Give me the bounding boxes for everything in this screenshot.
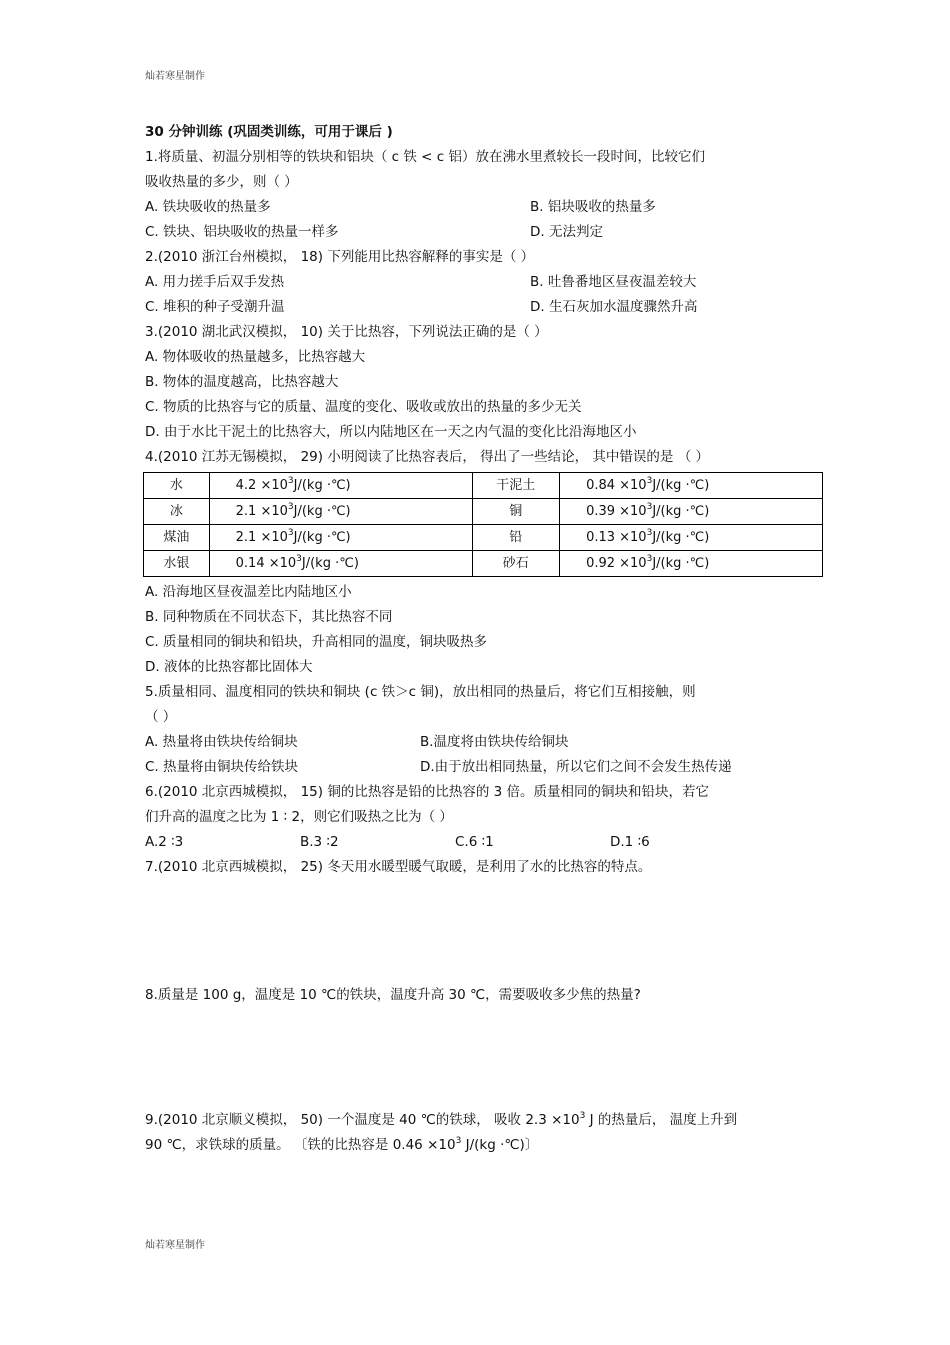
q3-option-c[interactable]: C. 物质的比热容与它的质量、温度的变化、吸收或放出的热量的多少无关 bbox=[145, 399, 582, 415]
value-cell bbox=[209, 551, 472, 577]
q9-l2b: J/(kg ·℃)〕 bbox=[461, 1137, 539, 1153]
q2-options-row2 bbox=[145, 295, 815, 320]
q7-answer-space bbox=[145, 880, 815, 983]
q4-option-c[interactable]: C. 质量相同的铜块和铅块，升高相同的温度，铜块吸热多 bbox=[145, 634, 488, 650]
q1-option-b[interactable]: B. 铝块吸收的热量多 bbox=[530, 199, 656, 215]
material-cell: 铜 bbox=[472, 499, 560, 525]
q5-stem-line1: 5.质量相同、温度相同的铁块和铜块 (c 铁＞c 铜)，放出相同的热量后，将它们互相接触，则 bbox=[145, 684, 696, 700]
value-cell bbox=[560, 525, 823, 551]
value-coef: 0.13 ×10 bbox=[586, 530, 647, 545]
q5-option-d[interactable]: D.由于放出相同热量，所以它们之间不会发生热传递 bbox=[420, 759, 732, 775]
material-cell: 铅 bbox=[472, 525, 560, 551]
q2-option-b[interactable]: B. 吐鲁番地区昼夜温差较大 bbox=[530, 274, 697, 290]
q9-l1b: J 的热量后， 温度上升到 bbox=[585, 1112, 738, 1128]
value-unit: J/(kg ·℃) bbox=[652, 530, 710, 545]
q9-exp1: 3 bbox=[579, 1111, 586, 1121]
value-exp: 3 bbox=[287, 476, 294, 486]
value-coef: 0.92 ×10 bbox=[586, 556, 647, 571]
table-row bbox=[144, 525, 823, 551]
q3-option-a[interactable]: A. 物体吸收的热量越多，比热容越大 bbox=[145, 349, 366, 365]
q6-options-row bbox=[145, 830, 815, 855]
q5-stem-line2: （ ） bbox=[145, 709, 177, 725]
material-cell: 冰 bbox=[144, 499, 210, 525]
q9-stem-line1 bbox=[145, 1108, 815, 1133]
q1-stem-line2: 吸收热量的多少，则（ ） bbox=[145, 174, 298, 190]
q9-l1a: 9.(2010 北京顺义模拟， 50) 一个温度是 40 ℃的铁球， 吸收 2.3 ×10 bbox=[145, 1112, 580, 1128]
value-unit: J/(kg ·℃) bbox=[301, 556, 359, 571]
material-cell: 水银 bbox=[144, 551, 210, 577]
q5-options-row1 bbox=[145, 730, 815, 755]
value-exp: 3 bbox=[646, 528, 653, 538]
q1-option-d[interactable]: D. 无法判定 bbox=[530, 224, 603, 240]
q1-stem-line1: 1.将质量、初温分别相等的铁块和铝块（ c 铁 < c 铝）放在沸水里煮较长一段时间，比较它们 bbox=[145, 149, 705, 165]
q3-option-d[interactable]: D. 由于水比干泥土的比热容大，所以内陆地区在一天之内气温的变化比沿海地区小 bbox=[145, 424, 637, 440]
value-coef: 0.14 ×10 bbox=[235, 556, 297, 571]
title-minutes: 30 bbox=[145, 124, 164, 140]
value-cell bbox=[209, 473, 472, 499]
table-row bbox=[144, 551, 823, 577]
value-unit: J/(kg ·℃) bbox=[652, 478, 710, 493]
page-footer: 灿若寒星制作 bbox=[145, 1240, 205, 1251]
q4-option-a[interactable]: A. 沿海地区昼夜温差比内陆地区小 bbox=[145, 584, 352, 600]
value-coef: 0.39 ×10 bbox=[586, 504, 647, 519]
q5-option-b[interactable]: B.温度将由铁块传给铜块 bbox=[420, 734, 569, 750]
worksheet bbox=[145, 120, 815, 1158]
value-cell bbox=[560, 499, 823, 525]
q6-option-a[interactable]: A.2 ∶3 bbox=[145, 834, 184, 850]
material-cell: 砂石 bbox=[472, 551, 560, 577]
q6-option-b[interactable]: B.3 ∶2 bbox=[300, 834, 339, 850]
q6-stem-line2: 们升高的温度之比为 1 ∶ 2，则它们吸热之比为（ ） bbox=[145, 809, 453, 825]
material-cell: 干泥土 bbox=[472, 473, 560, 499]
q1-options-row1 bbox=[145, 195, 815, 220]
q8-answer-space bbox=[145, 1008, 815, 1108]
q4-option-d[interactable]: D. 液体的比热容都比固体大 bbox=[145, 659, 313, 675]
value-cell bbox=[209, 499, 472, 525]
material-cell: 煤油 bbox=[144, 525, 210, 551]
section-title bbox=[145, 120, 815, 145]
value-coef: 0.84 ×10 bbox=[586, 478, 647, 493]
material-cell: 水 bbox=[144, 473, 210, 499]
value-exp: 3 bbox=[646, 554, 653, 564]
value-coef: 2.1 ×10 bbox=[235, 504, 288, 519]
q2-option-a[interactable]: A. 用力搓手后双手发热 bbox=[145, 274, 285, 290]
value-coef: 2.1 ×10 bbox=[235, 530, 288, 545]
table-row bbox=[144, 499, 823, 525]
q6-option-c[interactable]: C.6 ∶1 bbox=[455, 834, 494, 850]
value-cell bbox=[560, 551, 823, 577]
q2-option-c[interactable]: C. 堆积的种子受潮升温 bbox=[145, 299, 285, 315]
table-row bbox=[144, 473, 823, 499]
value-unit: J/(kg ·℃) bbox=[652, 504, 710, 519]
value-unit: J/(kg ·℃) bbox=[293, 504, 351, 519]
q9-exp2: 3 bbox=[455, 1136, 462, 1146]
value-unit: J/(kg ·℃) bbox=[652, 556, 710, 571]
q2-options-row1 bbox=[145, 270, 815, 295]
q4-option-b[interactable]: B. 同种物质在不同状态下，其比热容不同 bbox=[145, 609, 393, 625]
value-coef: 4.2 ×10 bbox=[235, 478, 288, 493]
q9-stem-line2 bbox=[145, 1133, 815, 1158]
value-exp: 3 bbox=[287, 528, 294, 538]
q3-stem: 3.(2010 湖北武汉模拟， 10) 关于比热容，下列说法正确的是（ ） bbox=[145, 324, 548, 340]
value-cell bbox=[209, 525, 472, 551]
q8-stem: 8.质量是 100 g，温度是 10 ℃的铁块，温度升高 30 ℃，需要吸收多少焦的热量? bbox=[145, 987, 641, 1003]
page-header: 灿若寒星制作 bbox=[145, 71, 205, 82]
q5-options-row2 bbox=[145, 755, 815, 780]
q2-option-d[interactable]: D. 生石灰加水温度骤然升高 bbox=[530, 299, 698, 315]
value-exp: 3 bbox=[646, 502, 653, 512]
value-exp: 3 bbox=[296, 554, 302, 564]
q3-option-b[interactable]: B. 物体的温度越高，比热容越大 bbox=[145, 374, 339, 390]
q9-l2a: 90 ℃，求铁球的质量。 〔铁的比热容是 0.46 ×10 bbox=[145, 1137, 456, 1153]
q4-stem: 4.(2010 江苏无锡模拟， 29) 小明阅读了比热容表后， 得出了一些结论， 其中错误的是 （ ） bbox=[145, 449, 709, 465]
specific-heat-table bbox=[143, 472, 823, 577]
q6-stem-line1: 6.(2010 北京西城模拟， 15) 铜的比热容是铅的比热容的 3 倍。质量相同的铜块和铅块，若它 bbox=[145, 784, 709, 800]
q7-stem: 7.(2010 北京西城模拟， 25) 冬天用水暖型暖气取暖，是利用了水的比热容的特点。 bbox=[145, 859, 652, 875]
q1-option-a[interactable]: A. 铁块吸收的热量多 bbox=[145, 199, 271, 215]
q5-option-c[interactable]: C. 热量将由铜块传给铁块 bbox=[145, 759, 299, 775]
q1-options-row2 bbox=[145, 220, 815, 245]
value-exp: 3 bbox=[287, 502, 294, 512]
q2-stem: 2.(2010 浙江台州模拟， 18) 下列能用比热容解释的事实是（ ） bbox=[145, 249, 535, 265]
title-text: 分钟训练 (巩固类训练，可用于课后 ) bbox=[163, 124, 393, 140]
q1-option-c[interactable]: C. 铁块、铝块吸收的热量一样多 bbox=[145, 224, 339, 240]
value-exp: 3 bbox=[646, 476, 653, 486]
value-unit: J/(kg ·℃) bbox=[293, 478, 351, 493]
q5-option-a[interactable]: A. 热量将由铁块传给铜块 bbox=[145, 734, 298, 750]
value-unit: J/(kg ·℃) bbox=[293, 530, 351, 545]
q6-option-d[interactable]: D.1 ∶6 bbox=[610, 834, 650, 850]
value-cell bbox=[560, 473, 823, 499]
